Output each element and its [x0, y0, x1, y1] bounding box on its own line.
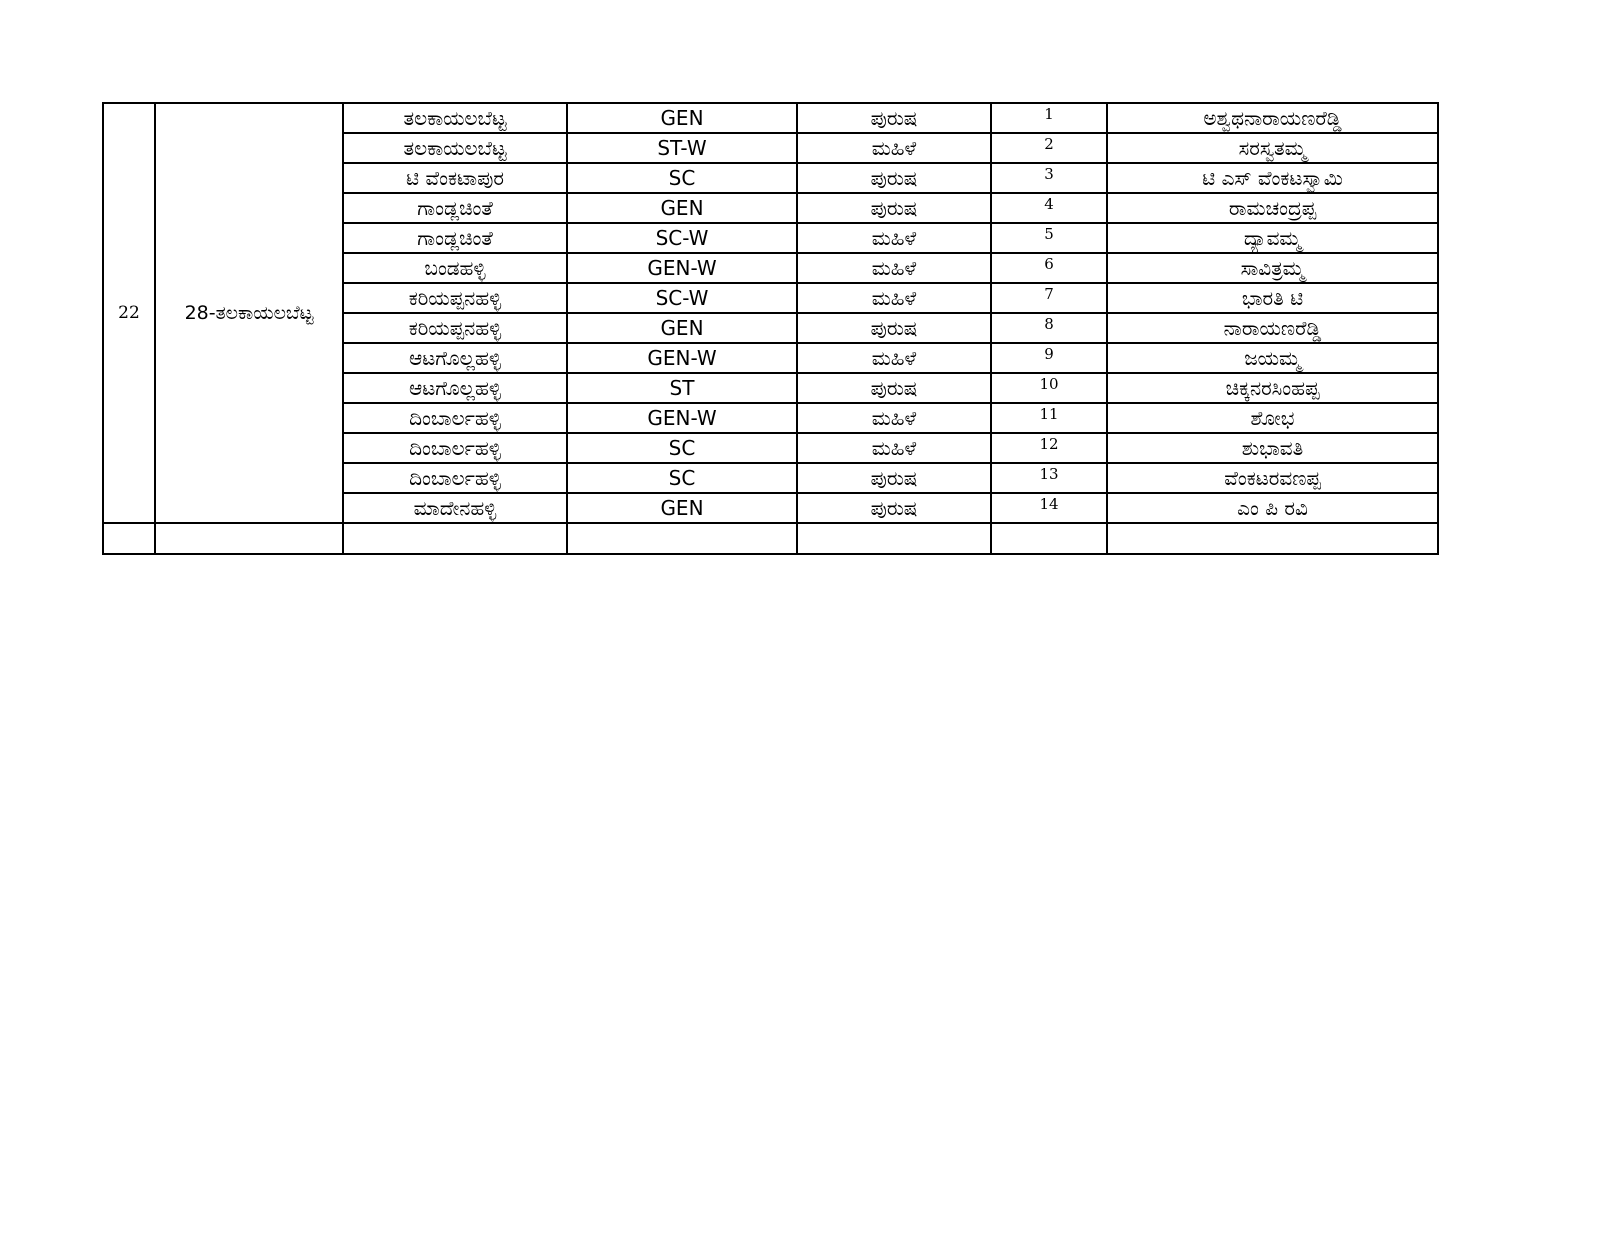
member-name-cell: ಚಿಕ್ಕನರಸಿಂಹಪ್ಪ: [1107, 373, 1438, 403]
reservation-category-cell: GEN-W: [567, 253, 797, 283]
empty-table-row: [103, 523, 1438, 554]
village-cell: ಕರಿಯಪ್ಪನಹಳ್ಳಿ: [343, 313, 567, 343]
member-name-cell: ಭಾರತಿ ಟಿ: [1107, 283, 1438, 313]
village-cell: ಮಾದೇನಹಳ್ಳಿ: [343, 493, 567, 523]
member-number-cell: 13: [991, 463, 1107, 493]
table-row: [103, 103, 1438, 133]
member-name-cell: ಎಂ ಪಿ ರವಿ: [1107, 493, 1438, 523]
reservation-category-cell: SC: [567, 163, 797, 193]
member-number-cell: 4: [991, 193, 1107, 223]
gender-cell: ಮಹಿಳೆ: [797, 223, 991, 253]
member-number-cell: 1: [991, 103, 1107, 133]
roster-body: [103, 103, 1438, 554]
member-number-cell: 7: [991, 283, 1107, 313]
reservation-category-cell: ST: [567, 373, 797, 403]
gender-cell: ಪುರುಷ: [797, 463, 991, 493]
village-cell: ತಲಕಾಯಲಬೆಟ್ಟ: [343, 103, 567, 133]
empty-cell: [567, 523, 797, 554]
reservation-category-cell: SC-W: [567, 223, 797, 253]
reservation-category-cell: SC-W: [567, 283, 797, 313]
member-name-cell: ರಾಮಚಂದ್ರಪ್ಪ: [1107, 193, 1438, 223]
member-number-cell: 2: [991, 133, 1107, 163]
reservation-category-cell: GEN: [567, 193, 797, 223]
member-name-cell: ಜಯಮ್ಮ: [1107, 343, 1438, 373]
empty-cell: [991, 523, 1107, 554]
village-cell: ತಲಕಾಯಲಬೆಟ್ಟ: [343, 133, 567, 163]
reservation-category-cell: SC: [567, 433, 797, 463]
reservation-category-cell: GEN: [567, 493, 797, 523]
member-number-cell: 14: [991, 493, 1107, 523]
reservation-category-cell: GEN-W: [567, 343, 797, 373]
gender-cell: ಪುರುಷ: [797, 103, 991, 133]
member-number-cell: 10: [991, 373, 1107, 403]
empty-cell: [155, 523, 343, 554]
gender-cell: ಮಹಿಳೆ: [797, 343, 991, 373]
village-cell: ಆಟಗೊಲ್ಲಹಳ್ಳಿ: [343, 373, 567, 403]
reservation-category-cell: ST-W: [567, 133, 797, 163]
village-cell: ಬಂಡಹಳ್ಳಿ: [343, 253, 567, 283]
gender-cell: ಪುರುಷ: [797, 373, 991, 403]
reservation-category-cell: GEN: [567, 313, 797, 343]
gender-cell: ಪುರುಷ: [797, 193, 991, 223]
empty-cell: [797, 523, 991, 554]
member-name-cell: ಅಶ್ವಥನಾರಾಯಣರೆಡ್ಡಿ: [1107, 103, 1438, 133]
village-cell: ದಿಂಬಾರ್ಲಹಳ್ಳಿ: [343, 433, 567, 463]
member-number-cell: 11: [991, 403, 1107, 433]
gender-cell: ಮಹಿಳೆ: [797, 253, 991, 283]
village-cell: ಟಿ ವೆಂಕಟಾಪುರ: [343, 163, 567, 193]
gender-cell: ಪುರುಷ: [797, 313, 991, 343]
village-cell: ಆಟಗೊಲ್ಲಹಳ್ಳಿ: [343, 343, 567, 373]
village-cell: ಗಾಂಡ್ಲಚಿಂತೆ: [343, 223, 567, 253]
member-name-cell: ದ್ಯಾವಮ್ಮ: [1107, 223, 1438, 253]
reservation-category-cell: SC: [567, 463, 797, 493]
member-number-cell: 12: [991, 433, 1107, 463]
member-name-cell: ಸಾವಿತ್ರಮ್ಮ: [1107, 253, 1438, 283]
member-name-cell: ನಾರಾಯಣರೆಡ್ಡಿ: [1107, 313, 1438, 343]
village-cell: ಗಾಂಡ್ಲಚಿಂತೆ: [343, 193, 567, 223]
village-cell: ದಿಂಬಾರ್ಲಹಳ್ಳಿ: [343, 463, 567, 493]
constituency-cell: 28-ತಲಕಾಯಲಬೆಟ್ಟ: [155, 103, 343, 523]
member-number-cell: 6: [991, 253, 1107, 283]
gender-cell: ಮಹಿಳೆ: [797, 403, 991, 433]
reservation-category-cell: GEN-W: [567, 403, 797, 433]
member-name-cell: ಶುಭಾವತಿ: [1107, 433, 1438, 463]
serial-number-cell: 22: [103, 103, 155, 523]
member-name-cell: ಟಿ ಎಸ್ ವೆಂಕಟಸ್ವಾಮಿ: [1107, 163, 1438, 193]
empty-cell: [343, 523, 567, 554]
empty-cell: [103, 523, 155, 554]
member-number-cell: 3: [991, 163, 1107, 193]
member-name-cell: ಶೋಭ: [1107, 403, 1438, 433]
roster-table: [102, 102, 1439, 555]
village-cell: ಕರಿಯಪ್ಪನಹಳ್ಳಿ: [343, 283, 567, 313]
member-number-cell: 9: [991, 343, 1107, 373]
reservation-category-cell: GEN: [567, 103, 797, 133]
gender-cell: ಮಹಿಳೆ: [797, 433, 991, 463]
member-name-cell: ವೆಂಕಟರವಣಪ್ಪ: [1107, 463, 1438, 493]
gender-cell: ಪುರುಷ: [797, 493, 991, 523]
gender-cell: ಪುರುಷ: [797, 163, 991, 193]
member-number-cell: 8: [991, 313, 1107, 343]
gender-cell: ಮಹಿಳೆ: [797, 283, 991, 313]
member-number-cell: 5: [991, 223, 1107, 253]
empty-cell: [1107, 523, 1438, 554]
member-name-cell: ಸರಸ್ವತಮ್ಮ: [1107, 133, 1438, 163]
gender-cell: ಮಹಿಳೆ: [797, 133, 991, 163]
village-cell: ದಿಂಬಾರ್ಲಹಳ್ಳಿ: [343, 403, 567, 433]
